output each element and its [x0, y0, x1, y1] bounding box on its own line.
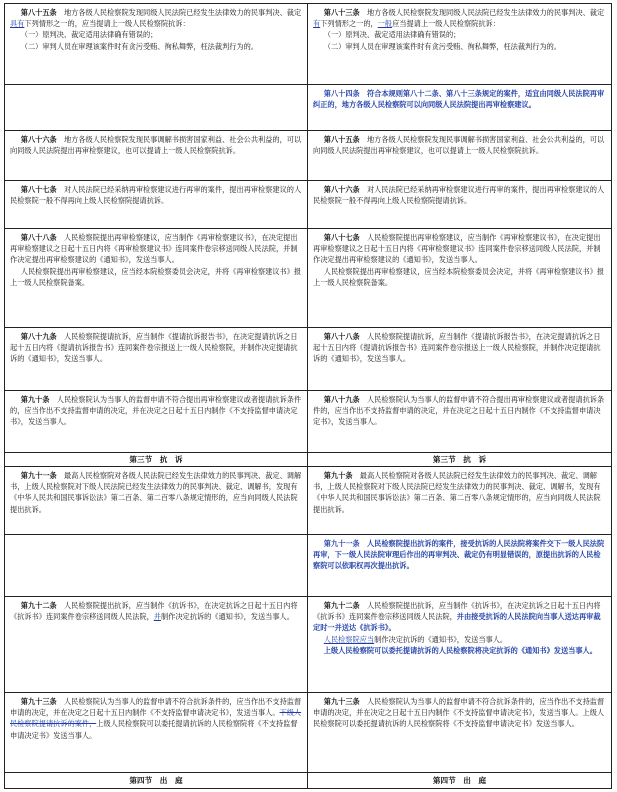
- article-text: [10, 394, 302, 428]
- article-number: 第九十一条: [323, 539, 360, 548]
- right-cell: [308, 391, 612, 453]
- changed-text: 有: [313, 19, 321, 29]
- article-number: 第八十七条: [323, 233, 360, 242]
- article-number: 第八十五条: [323, 135, 360, 144]
- section-heading: 第四节 出 庭: [308, 773, 612, 789]
- table-row: [4, 535, 612, 597]
- text-span: 人民检察院提请抗诉，应当制作《提请抗诉报告书》，在决定提请抗诉之日起十五日内将《提请抗诉报告书》连同案件卷宗报送上一级人民检察院，并制作决定提请抗诉的《通知书》，发送当事人。: [10, 332, 298, 364]
- article-text: [10, 696, 302, 741]
- article-number: 第八十九条: [323, 395, 360, 404]
- text-span: 人民检察院提出抗诉的案件，接受抗诉的人民法院将案件交下一级人民法院再审，下一级人民法院审理后作出的再审判决、裁定仍有明显错误的，原提出抗诉的人民检察院可以依职权再次提出抗诉。: [313, 539, 605, 571]
- right-cell: [308, 467, 612, 535]
- article-number: 第八十三条: [323, 8, 360, 17]
- article-text: [313, 7, 606, 29]
- article-number: 第九十二条: [20, 601, 57, 610]
- changed-text: 并: [153, 612, 161, 622]
- right-cell: [308, 85, 612, 131]
- table-row: [4, 467, 612, 535]
- list-item: （二）审判人员在审理该案件时有贪污受贿、徇私舞弊，枉法裁判行为的。: [20, 41, 258, 51]
- text-span: 人民检察院提请抗诉，应当制作《提请抗诉报告书》，在决定提请抗诉之日起十五日内将《提请抗诉报告书》连同案件卷宗报送上一级人民检察院，并制作决定提请抗诉的《通知书》，发送当事人。: [313, 332, 601, 364]
- left-cell: [4, 3, 308, 85]
- table-row: [4, 773, 612, 789]
- section-heading: 第三节 抗 诉: [4, 453, 308, 467]
- left-cell: [4, 693, 308, 773]
- list-item: （二）审判人员在审理该案件时有贪污受贿、徇私舞弊，枉法裁判行为的。: [323, 41, 561, 51]
- article-number: 第八十五条: [20, 8, 57, 17]
- paragraph: 人民检察院提出再审检察建议，应当经本院检察委员会决定，并将《再审检察建议书》报上一级人民检察院备案。: [10, 266, 302, 287]
- article-number: 第九十条: [323, 471, 353, 480]
- article-text: [10, 470, 302, 515]
- paragraph: 人民检察院提出再审检察建议，应当经本院检察委员会决定，并将《再审检察建议书》报上一级人民检察院备案。: [313, 266, 605, 287]
- text-span: 应当提请上一级人民检察院抗诉：: [392, 19, 500, 29]
- article-text: [10, 7, 302, 29]
- text-span: 人民检察院认为当事人的监督申请不符合提出再审检察建议或者提请抗诉条件的，应当作出不支持监督申请的决定，并在决定之日起十五日内制作《不支持监督申请决定书》，发送当事人。: [10, 395, 302, 427]
- list-item: （一）原判决、裁定适用法律确有错误的；: [20, 30, 158, 40]
- text-span: 符合本规则第八十二条、第八十三条规定的案件，适宜由同级人民法院再审纠正的，地方各级人民检察院可以向同级人民法院提出再审检察建议。: [313, 89, 605, 110]
- table-row: [4, 181, 612, 229]
- text-span: 地方各级人民检察院发现民事调解书损害国家利益、社会公共利益的，可以向同级人民法院提出再审检察建议，也可以提请上一级人民检察院抗诉。: [10, 135, 302, 156]
- left-cell: [4, 391, 308, 453]
- changed-text: 一般: [377, 19, 393, 29]
- article-text: [313, 232, 606, 266]
- right-cell: [308, 229, 612, 328]
- article-text: [313, 331, 606, 365]
- text-span: 地方各级人民检察院发现同级人民法院已经发生法律效力的民事判决、裁定: [359, 8, 605, 17]
- article-text: [10, 600, 302, 622]
- table-row: [4, 391, 612, 453]
- left-cell: [4, 328, 308, 391]
- right-cell: [308, 535, 612, 597]
- text-span: 制作决定抗诉的《通知书》，发送当事人。: [160, 612, 294, 622]
- text-span: 下列情形之一的，: [320, 19, 378, 29]
- added-article-text: [313, 538, 606, 572]
- left-cell: [4, 131, 308, 181]
- article-number: 第八十八条: [20, 233, 57, 242]
- article-text: [10, 331, 302, 365]
- added-paragraph: 上级人民检察院可以委托提请抗诉的人民检察院将决定抗诉的《通知书》发送当事人。: [323, 645, 597, 655]
- text-span: 最高人民检察院对各级人民法院已经发生法律效力的民事判决、裁定、调解书，上级人民检察院对下级人民法院已经发生法律效力的民事判决、裁定、调解书，发现有《中华人民共和国民事诉讼法》第二百条、第二百零八条规定情形的，应当向同级人民法院提出抗诉。: [313, 471, 601, 514]
- deleted-text: 下级人民检察院提请抗诉的案件，: [10, 708, 302, 729]
- table-row: [4, 85, 612, 131]
- article-number: 第八十八条: [323, 332, 360, 341]
- left-cell: [4, 229, 308, 328]
- text-span: 人民检察院认为当事人的监督申请不符合抗诉条件的，应当作出不支持监督申请的决定，并在决定之日起十五日内制作《不支持监督申请决定书》，发送当事人。: [10, 697, 302, 718]
- changed-text: 具有: [10, 19, 25, 29]
- left-cell: [4, 597, 308, 693]
- paragraph: [313, 634, 606, 645]
- article-text: [313, 394, 606, 428]
- article-number: 第九十三条: [323, 697, 360, 706]
- text-span: 制作决定抗诉的《通知书》，发送当事人。: [374, 634, 508, 644]
- text-span: 人民检察院提出抗诉，应当制作《抗诉书》，在决定抗诉之日起十五日内将《抗诉书》连同案件卷宗移送同级人民法院，: [313, 601, 601, 622]
- added-article-text: [313, 88, 606, 110]
- article-number: 第八十四条: [323, 89, 360, 98]
- article-text: [10, 134, 302, 156]
- table-row: [4, 693, 612, 773]
- section-heading: 第三节 抗 诉: [308, 453, 612, 467]
- article-number: 第八十六条: [20, 135, 57, 144]
- article-text: [313, 134, 606, 156]
- table-row: [4, 229, 612, 328]
- article-text: [10, 232, 302, 266]
- text-span: 对人民法院已经采纳再审检察建议进行再审的案件，提出再审检察建议的人民检察院一般不得再向上级人民检察院提请抗诉。: [10, 185, 302, 206]
- table-row: [4, 453, 612, 467]
- table-row: [4, 131, 612, 181]
- right-cell: [308, 328, 612, 391]
- text-span: 地方各级人民检察院发现同级人民法院已经发生法律效力的民事判决、裁定: [56, 8, 302, 17]
- article-text: [10, 184, 302, 206]
- article-number: 第八十九条: [20, 332, 57, 341]
- article-number: 第八十六条: [323, 185, 360, 194]
- text-span: 人民检察院提出再审检察建议，应当制作《再审检察建议书》，在决定提出再审检察建议之日起十五日内将《再审检察建议书》连同案件卷宗移送同级人民法院，并制作决定提出再审检察建议的《通知书》，发送当事人。: [10, 233, 298, 265]
- left-cell: [4, 467, 308, 535]
- left-cell-empty: [4, 535, 308, 597]
- left-cell-empty: [4, 85, 308, 131]
- list-item: （一）原判决、裁定适用法律确有错误的；: [323, 30, 461, 40]
- article-text: [313, 696, 606, 730]
- text-span: 人民检察院提出再审检察建议，应当制作《再审检察建议书》，在决定提出再审检察建议之日起十五日内将《再审检察建议书》连同案件卷宗移送同级人民法院，并制作决定提出再审检察建议的《通知书》，发送当事人。: [313, 233, 601, 265]
- text-span: 最高人民检察院对各级人民法院已经发生法律效力的民事判决、裁定、调解书，上级人民检察院对下级人民法院已经发生法律效力的民事判决、裁定、调解书，发现有《中华人民共和国民事诉讼法》第二百条、第二百零八条规定情形的，应当向同级人民法院提出抗诉。: [10, 471, 302, 514]
- table-row: [4, 328, 612, 391]
- text-span: 下列情形之一的，应当提请上一级人民检察院抗诉：: [24, 19, 190, 29]
- text-span: 人民检察院认为当事人的监督申请不符合抗诉条件的，应当作出不支持监督申请的决定，并在决定之日起十五日内制作《不支持监督申请决定书》，发送当事人。上级人民检察院可以委托提请抗诉的人民检察院将《不支持监督申请决定书》发送当事人。: [313, 697, 605, 729]
- article-text: [313, 600, 606, 634]
- left-cell: [4, 181, 308, 229]
- right-cell: [308, 181, 612, 229]
- added-text: 并由接受抗诉的人民法院向当事人送达再审裁定时一并送达《抗诉书》。: [313, 612, 601, 633]
- text-span: 人民检察院提出抗诉，应当制作《抗诉书》，在决定抗诉之日起十五日内将《抗诉书》连同案件卷宗移送同级人民法院，: [10, 601, 298, 622]
- text-span: 人民检察院认为当事人的监督申请不符合提出再审检察建议或者提请抗诉条件的，应当作出不支持监督申请的决定，并在决定之日起十五日内制作《不支持监督申请决定书》，发送当事人。: [313, 395, 605, 427]
- article-number: 第八十七条: [20, 185, 57, 194]
- section-heading: 第四节 出 庭: [4, 773, 308, 789]
- table-row: [4, 3, 612, 85]
- table-row: [4, 597, 612, 693]
- text-span: 上级人民检察院可以委托提请抗诉的人民检察院将《不支持监督申请决定书》发送当事人。: [10, 719, 298, 740]
- text-span: 对人民法院已经采纳再审检察建议进行再审的案件，提出再审检察建议的人民检察院一般不得再向上级人民检察院提请抗诉。: [313, 185, 605, 206]
- right-cell: [308, 3, 612, 85]
- right-cell: [308, 597, 612, 693]
- article-number: 第九十二条: [323, 601, 360, 610]
- article-number: 第九十条: [20, 395, 50, 404]
- article-number: 第九十三条: [20, 697, 57, 706]
- right-cell: [308, 131, 612, 181]
- changed-text: 人民检察院应当: [323, 634, 375, 644]
- article-text: [313, 470, 606, 515]
- article-text: [313, 184, 606, 206]
- article-number: 第九十一条: [20, 471, 57, 480]
- text-span: 地方各级人民检察院发现民事调解书损害国家利益、社会公共利益的，可以向同级人民法院提出再审检察建议，也可以提请上一级人民检察院抗诉。: [313, 135, 605, 156]
- right-cell: [308, 693, 612, 773]
